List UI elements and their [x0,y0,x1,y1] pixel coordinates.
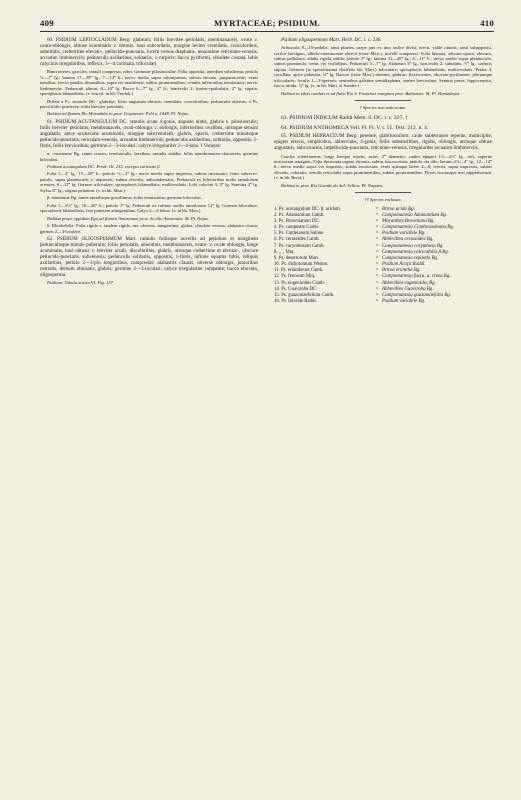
page-number-left: 409 [40,18,54,28]
excluded-old-name: 14. Ps. Guaviroba DC. [274,286,318,292]
excluded-species-list [274,207,492,306]
equals-sign: = [375,225,379,231]
species-63-entry: 63. PSIDIUM INDICUM Raddi Mem. 6. DC. l. c. 237. † [281,114,408,121]
excluded-new-name: Campomanesia fusca, a. crosa Bg. [382,274,451,280]
species-60-differt: Differt a Ps. striatulo DC.: glabritie; foliis angustato-obtusis, crenulatis, concoloribus; pedunculis alternis; a Ps. persicifolio praeterea: foliis breviter petiolatis. [40,98,258,109]
equals-sign: = [375,206,379,212]
left-column [40,37,258,288]
excluded-old-name: 1. Ps. acutangulum DC. β. acidum. [274,206,341,212]
species-62-description: Arbuscula 8—10-pedalis; rami pluries, saepe jam ex imo radice divisi, erecti, valde ramosi; rami subappositi, cortice laevigato, albido-cinerascente obtecti (teste Mart.); novelli compressi. Folia bienuia, adscata opaca, obscura, subtus pallidiora, adulta rigida, nitida; petiolo 2‴ lg.; lamina 12—28‴ lg., 4—11‴ lt.; nervo medio supra planiusculo, subtus prominulo; venis vix visibilibus. Pedunculi 3—7‴ lg. Alabastra 3‴ lg., bracteolis 2, subulatis, ½‴ lg., caducis stipata. Germen (in specialissima floriferis hb. Mart.) biloculare; sporophoris bilamellatis, multiovulatis. Petala 4, cucullata, apice pubentia, ¾‴ lg. Baccae (teste Mart.) nitentes, glabrae, flavescentes, obovato-pyriformes, plerumque triloculares; loculis 1—3-spermis; seminibus galeiina semidiaphana, semen brevissime, Semina parva, hippocrepica, fusca, nitida, ⅓‴ lg. (v. in hb. Mart. et Sonder.) [274,45,492,89]
section-divider [355,192,411,193]
excluded-new-name: Britoa eriantha Bg. [382,268,421,274]
excluded-old-name: 13. Ps. eugenioides Camb. [274,280,325,286]
excluded-old-name: 2. Ps. Adamantium Camb. [274,212,325,218]
right-column [274,37,492,305]
excluded-old-name: 9. Ps. desertorum Mart. [274,255,320,261]
species-65-habitat: Habitat in prov. Rio Grande do Sul: Sellow. Pl. Napaea. [281,182,384,188]
species-61-habitat: Habitat prope oppidum Ega ad flumen Amazonum prov. do alto Amazonas: M. Pl. Najas. [47,215,209,221]
page-number-right: 410 [480,18,494,28]
equals-sign: = [375,299,379,305]
excluded-new-name: Campomanesia guazumaefolia Bg. [382,292,451,298]
equals-sign: = [375,274,379,280]
excluded-old-name: 15. Ps. guazumaefolium Camb. [274,292,335,298]
header-rule [40,31,494,32]
species-60-habitat: Habitat ad flumen Rio Maranhão in prov. Goyazensi: Pohl n. 1048. Pl. Najas. [47,111,190,117]
equals-sign: = [375,249,379,255]
excluded-new-name: Psidium variabile Bg. [382,231,426,237]
equals-sign: = [375,243,379,249]
excluded-new-name: Campomanesia calcicafolia β.Bg. [382,249,449,255]
equals-sign: = [375,219,379,225]
excluded-old-name: 10. Ps. dichotomum Weinm. [274,262,329,268]
excluded-species-row [274,299,492,305]
equals-sign: = [375,268,379,274]
species-61-folia-beta: Folia 3—3½″ lg., 16—26‴ lt.; petiolo 1‴ lg. Pedunculi ex infimis axillis ramulorum 12‴ lg. Germen biloculare, sporophoris bilamellatis, fere parietem attingentibus. Calyx 2—4-lobus. (v. in hb. Mon.) [40,202,258,214]
species-61-var-alpha: α. crassirame Bg. ramis crassis, teretiusculis, laevibus; ramulis validis; foliis membranaceo-chartaceis; germine biloculari. [40,151,258,162]
dubious-species-heading: † Species non satis notae. [359,105,407,111]
excluded-species-heading: †† Species exclusae. [364,197,402,203]
species-62-diagnosis: 62. PSIDIUM OLIGOSPERMUM Mart. ramulis foliisque novellis ad petiolum et marginem pedunculisque minute puberulis; foliis petiolatis, amentinis, membranaceis, ovato- v. ovate oblongis, longe acuminatis, basi obtusis v. breviter acutis, discoloribus, glabris, utrinque creberrime et elevato-, obscure pellucido-punctatis, subvenosis; pedunculis solitariis, oppositis, 1-floris, infimis squama fultis, reliquis axillaribus, petiolo 2—3-plo longioribus, compressis; alabastris clausis, obverse oblongis, junioribus rostratis, demum obtusatis, glabris; germine 2—3-loculari; calyce irregulariter rumpente; bacca obovata, oligosperma. [40,235,258,279]
equals-sign: = [375,292,379,298]
species-61-folia-alpha: Folia 3—4″ lg., 15—20‴ lt.; petiolo ½—3‴ lg.; nervo medio supra impresso, subtus incrassato; venis subrecto-patulis, supra planiusculis v. impressis, subtus elevatis, subcondensatis. Pedunculi ex inferioribus nodis ramulorum orientes, 6—12‴ lg. Germen triloculare, sporophoris bilamellatis, multiovulatis. Lobi calycini 3, 3‴ lg. Stamina 4‴ lg. Stylus 6‴ lg.; stigma peltatum. (v. in hb. Mon.) [40,171,258,193]
excluded-old-name: 11. Ps. eriantheum Camb. [274,268,324,274]
excluded-old-name: 5. Ps. Cattleianum Sabine [274,231,324,237]
excluded-old-name: 16. Ps. littorale Raddi. [274,299,317,305]
excluded-new-name: Abbevillea Guaviroba Bg. [382,286,434,292]
species-61-diagnosis: 61. PSIDIUM ACUTANGULUM DC. ramulis acute 4-gonis, angusto alatis, glabris v. pilosiusculis; foliis breviter petiolatis, membranaceis, ovali-oblongis v. oblongis, inferioribus ovalibus, utrinque sensim angustatis, apice acutissime acuminatis, margine subcrenulatis, glabris, opacis, creberrime minuteque pellucido-punctatis, reticulato-venosis, arcuatim limbinerviis; pedunculis axillaribus, solitariis, oppositis, 1-floris, foliis brevioribus; germine 2—3-loculari; calyce irregulariter 2—4-lobo. ɫ Varietas: [40,118,258,150]
equals-sign: = [375,231,379,237]
species-65-diagnosis: 65. PSIDIUM HEBRACEUM Berg: perenne, glabriusculum; caule subterraneo repente, multicipite, epigeis erectis, simplicibus, abbreviatis, 4-gonis; foliis subsessilibus, rigidis, oblongis, utrinque obtuse angustatis, subcoriaceis, impellucido-punctatis, reticulato-venosis, irregulariter arcuatim limbinerviis. [274,133,492,152]
species-61-synonym: Psidium acutangulum DC. Prodr. III. 233. excepta varietate β. [47,164,161,169]
excluded-new-name: Psidium Araça Raddi. [382,262,426,268]
excluded-new-name: Campomanesia Adamantium Bg. [382,212,448,218]
excluded-new-name: Psidium variabile Bg. [382,299,426,305]
excluded-new-name: Abbevillea eugenioides Bg. [382,280,436,286]
species-61-var-beta: β. tenuirame Bg. ramis ramulisque gracillimus, foliis tenuissimis; germine biloculari. [47,195,202,201]
excluded-old-name: 3. Ps. Brownianum DC. [274,219,320,225]
equals-sign: = [375,255,379,261]
section-divider [355,100,411,101]
equals-sign: = [375,237,379,243]
excluded-new-name: Campomanesia Cambessedeana Bg. [382,225,454,231]
excluded-new-name: Mitranthes Browniana Bg. [382,219,435,225]
running-title: MYRTACEAE; PSIDIUM. [214,18,320,28]
excluded-new-name: Campomanesia repanda Bg. [382,255,439,261]
equals-sign: = [375,262,379,268]
equals-sign: = [375,212,379,218]
species-62-habitat: Habitat in silvis caeduis et ad fluvii Rio S. Francisci margines prov. Bahiensis: M. Pl. Hamadryas. [281,90,461,96]
equals-sign: = [375,286,379,292]
equals-sign: = [375,280,379,286]
excluded-new-name: Campomanesia corymbosa Bg. [382,243,444,249]
species-62-plate-reference: Psidium: Tabula nostra VI. Fig. 137. [47,280,115,286]
species-62-synonym: Psidium oligospermum Mart. Herb. DC. l. c. 236. [281,37,382,43]
species-60-description: Rami teretes, graciles; ramuli compressi, rubri. Gemmae pilosiusculae. Folia opposita, interdum subalterna; petiolo ½—1‴ lg.; lamina 17—38‴ lg., 7—14‴ lt.; nervo medio supra subimpresso, subtus elevato, purpurascente; venis tenuibus, erecto-patulis, distantibus, supra vix manifestis, subtus prominentibus; venulis inferioribus tenuissimis; nervis limbinerviis. Pedunculi alterni, 8—10‴ lg. Bacca 6—7‴ lg., 4‴ lt.; bracteolis 2, lineari-spathulatis, 2‴ lg. stipata; sporophoris bilamellatis. (v. fructif. in hb. Vindob.) [40,69,258,97]
excluded-old-name: 4. Ps. campestre Camb. [274,225,320,231]
excluded-old-name: 12. Ps. fenosum Miq. [274,274,316,280]
excluded-new-name: Abbevillea cerasoides Bg. [382,237,434,243]
species-60-diagnosis: 60. PSIDIUM LEPTOCLADUM Berg: glabrum; foliis brevitee petiolatis, membranaceis, ovate v. ovato-oblongis, obtuse acuminatis v. obtusis, basi subcordatis, margine leviter crenulatis, concoloribus, subnitidis, creberrime elevato-, pellucido-punctatis, lucem versus diaphanis, tenuissime reticulato-venosis, arcuatim limbinerviis; pedunculis axillaribus, solitariis, 1-carpicis; bacca pyriformi, obsolete costata, lobis calycinis irregularibus, reflexis, 3—4 coronata, triloculari. [40,37,258,68]
species-65-description: Caudex subterraneus, longe lateque repens, rufus, 2‴ diametro; caules epigaei 1½—2½″ lg., rufi, superne acutissime tetragoni. Folia decussata supera virentia, subtus fuscescentia; petiolo via ullo; lamina 2½—4″ lg., 12—14‴ lt.; nervo medio supra vix impresso, subtus incrassato; venis utrinque latere 4—8, erectis, supra impressis, subtus elevatis, coloratis; venulis reticulatis supra prominentibus, subtus prominentibus. Flores fructusque non suppetiverunt. (v. in hb. Berol.) [274,153,492,181]
excluded-old-name: 7. Ps. corymbosum Camb. [274,243,325,249]
excluded-old-name: 8. „ „ Miq. [274,249,295,255]
excluded-old-name: 6. Ps. cerasoides Camb. [274,237,320,243]
section-rhododolia-note: 6. Rhododolia. Folia rigida v. tandem rigida, nec obversa, integerrima, glabra, obsolete venosa; alabastra clausa; germen 2—4-loculare. [40,223,258,234]
species-64-entry: 64. PSIDIUM ANTHOMEGA Vell. Fl. Fl. V. t. 51. Text. 212. n. 4. [281,124,429,131]
excluded-new-name: Britoa acida Bg. [382,206,415,212]
